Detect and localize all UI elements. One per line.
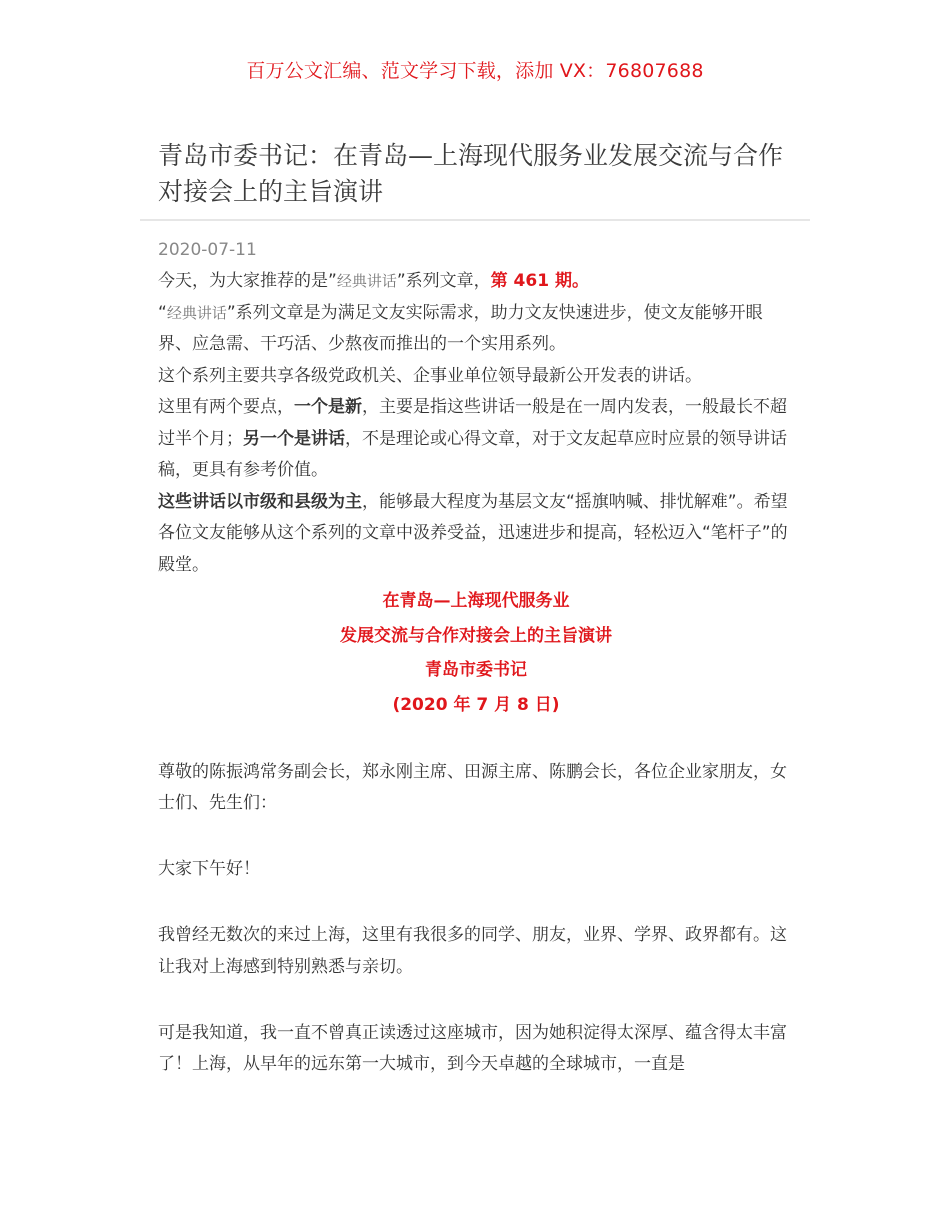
series-name: 经典讲话 — [166, 303, 227, 322]
intro-text: ”系列文章是为满足文友实际需求，助力文友快速进步，使文友能够开眼界、应急需、干巧活、少熬夜而推出的一个实用系列。 — [158, 302, 763, 354]
promo-banner: 百万公文汇编、范文学习下载，添加 VX：76807688 — [246, 60, 704, 82]
intro-text: ，能够最大程度为基层文友“摇旗呐喊、排忧解难”。希望各位文友能够从这个系列的文章中汲养受益，迅速进步和提高，轻松迈入“笔杆子”的殿堂。 — [158, 491, 788, 575]
speech-paragraph-1: 我曾经无数次的来过上海，这里有我很多的同学、朋友，业界、学界、政界都有。这让我对上海感到特别熟悉与亲切。 — [158, 925, 787, 977]
speech-paragraph-2: 可是我知道，我一直不曾真正读透过这座城市，因为她积淀得太深厚、蕴含得太丰富了！上海，从早年的远东第一大城市，到今天卓越的全球城市，一直是 — [158, 1022, 787, 1074]
intro-paragraph-1 — [158, 266, 794, 298]
speech-title-line-2: 发展交流与合作对接会上的主旨演讲 — [340, 625, 612, 646]
intro-paragraph-3: 这个系列主要共享各级党政机关、企事业单位领导最新公开发表的讲话。 — [158, 365, 702, 386]
key-point-speech: 另一个是讲话 — [243, 428, 345, 449]
article-content — [158, 266, 794, 1081]
intro-paragraph-5 — [158, 487, 794, 582]
intro-text: “ — [158, 302, 167, 323]
key-point-new: 一个是新 — [294, 397, 362, 417]
intro-text: ，不是理论或心得文章，对于文友起草应时应景的领导讲话稿，更具有参考价值。 — [158, 428, 787, 480]
blank-line — [158, 820, 794, 855]
intro-paragraph-2 — [158, 298, 794, 361]
series-name: 经典讲话 — [336, 272, 397, 290]
title-divider — [140, 219, 810, 221]
article-title: 青岛市委书记：在青岛—上海现代服务业发展交流与合作对接会上的主旨演讲 — [158, 141, 784, 206]
speech-hello: 大家下午好！ — [158, 859, 260, 879]
speech-author: 青岛市委书记 — [425, 660, 527, 680]
intro-text: ”系列文章， — [396, 271, 491, 291]
focus-statement: 这些讲话以市级和县级为主 — [158, 491, 362, 512]
blank-line — [158, 722, 794, 757]
intro-text: ，主要是指这些讲话一般是在一周内发表，一般最长不超过半个月； — [158, 397, 787, 449]
blank-line — [158, 983, 794, 1018]
publish-date: 2020-07-11 — [158, 240, 257, 260]
speech-date: (2020 年 7 月 8 日) — [392, 694, 560, 715]
intro-paragraph-4 — [158, 392, 794, 487]
blank-line — [158, 886, 794, 921]
intro-text: 这里有两个要点， — [158, 397, 294, 417]
speech-header — [158, 584, 794, 722]
speech-greeting: 尊敬的陈振鸿常务副会长，郑永刚主席、田源主席、陈鹏会长，各位企业家朋友，女士们、先生们： — [158, 761, 787, 813]
issue-number: 第 461 期。 — [490, 271, 589, 291]
intro-text: 今天，为大家推荐的是” — [158, 271, 337, 291]
speech-title-line-1: 在青岛—上海现代服务业 — [382, 591, 570, 611]
